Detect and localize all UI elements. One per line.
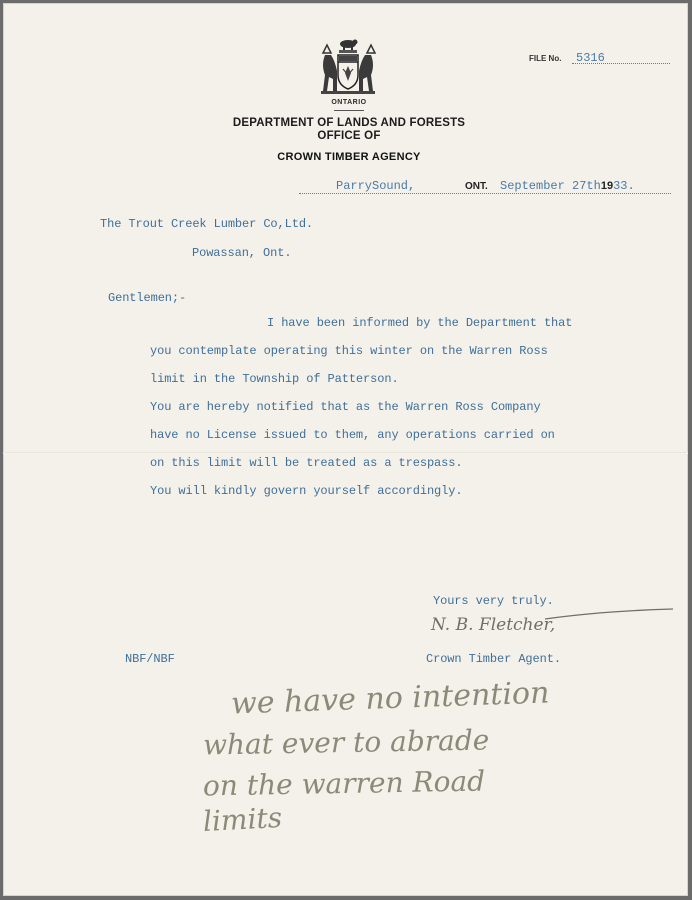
signature: N. B. Fletcher,: [431, 615, 556, 635]
body-line-4: You are hereby notified that as the Warren Ross Company: [150, 400, 541, 414]
salutation: Gentlemen;-: [108, 291, 187, 305]
body-line-5: have no License issued to them, any operations carried on: [150, 428, 555, 442]
body-line-3: limit in the Township of Patterson.: [150, 372, 399, 386]
handwritten-note-line-1: we have no intention: [230, 675, 550, 722]
signature-flourish: [543, 607, 675, 621]
office-of-label: OFFICE OF: [317, 130, 381, 142]
date-year-suffix: 33.: [613, 179, 635, 193]
dateline-province: ONT.: [465, 181, 488, 192]
handwritten-note-line-4: limits: [202, 800, 283, 839]
handwritten-note-line-3: on the warren Road: [202, 764, 486, 803]
recipient-line-2: Powassan, Ont.: [192, 246, 292, 260]
province-label: ONTARIO: [331, 99, 367, 106]
dateline-date: [500, 179, 635, 193]
signer-title: Crown Timber Agent.: [426, 652, 561, 666]
valediction: Yours very truly.: [433, 594, 554, 608]
recipient-line-1: The Trout Creek Lumber Co,Ltd.: [100, 217, 314, 231]
department-name: DEPARTMENT OF LANDS AND FORESTS: [232, 117, 466, 129]
paper-fold: [3, 452, 688, 454]
letter-paper: [3, 3, 688, 896]
ontario-coat-of-arms-icon: [315, 35, 381, 97]
file-number-label: FILE No.: [529, 54, 562, 63]
file-number: 5316: [576, 51, 605, 65]
agency-name: CROWN TIMBER AGENCY: [277, 151, 421, 163]
body-line-6: on this limit will be treated as a trespass.: [150, 456, 463, 470]
dateline-place: ParrySound,: [336, 179, 416, 193]
date-year-prefix: 19: [600, 180, 614, 192]
handwritten-note-line-2: what ever to abrade: [202, 723, 490, 762]
typist-initials: NBF/NBF: [125, 652, 175, 666]
body-line-2: you contemplate operating this winter on the Warren Ross: [150, 344, 548, 358]
body-line-1: I have been informed by the Department that: [267, 316, 573, 330]
header-divider: [334, 110, 364, 111]
date-month-day: September 27th: [500, 179, 601, 193]
body-line-7: You will kindly govern yourself accordingly.: [150, 484, 463, 498]
